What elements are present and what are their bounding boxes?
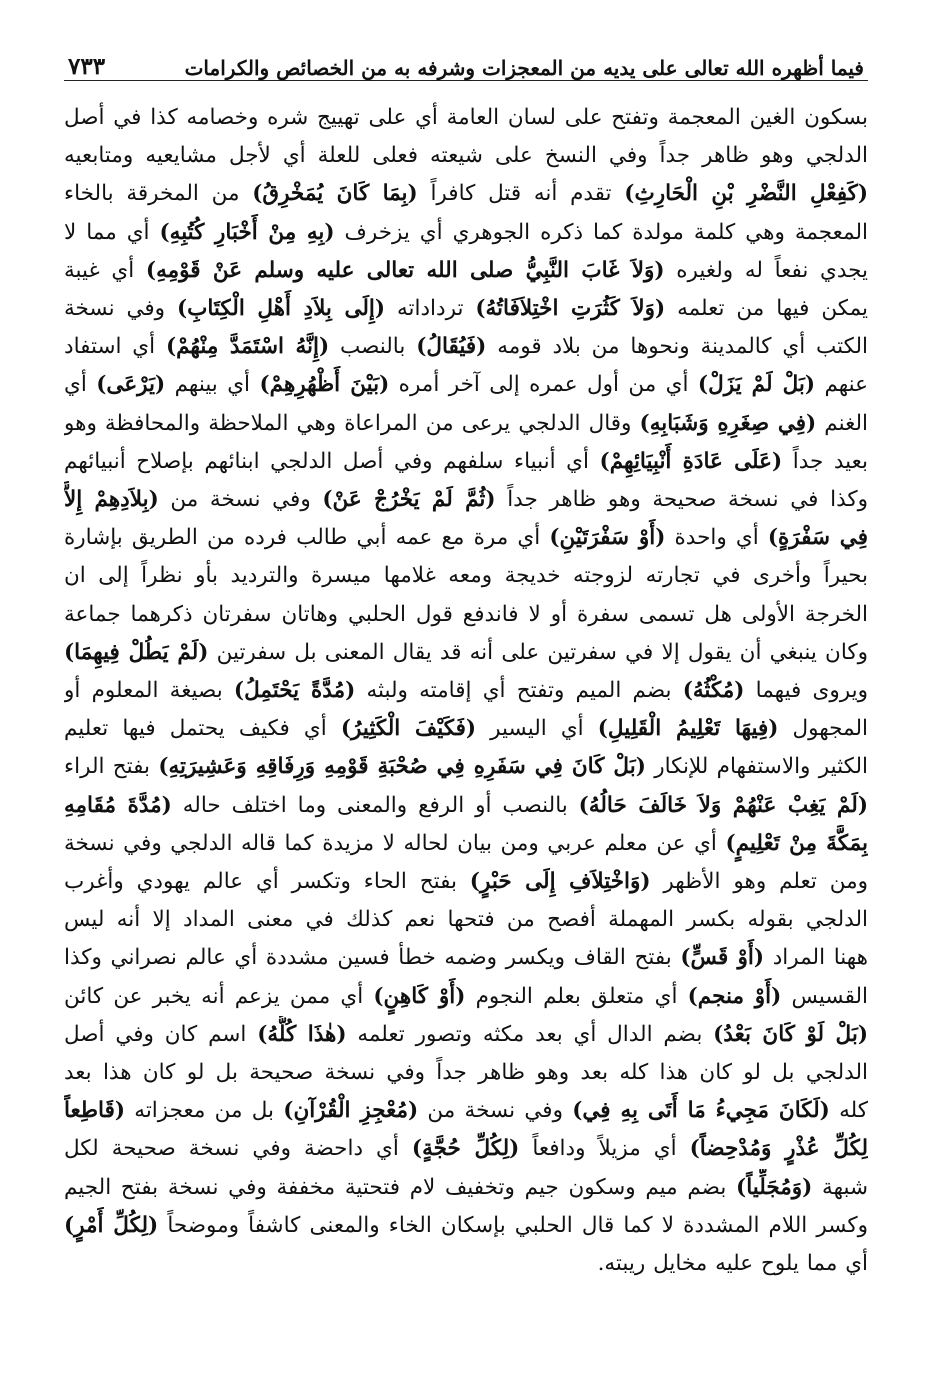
commentary-text: القسيس (781, 983, 868, 1009)
quoted-matn-text: (مُدَّةً يَحْتَمِلُ) (233, 678, 356, 704)
commentary-text: بفتح الحاء وتكسر أي عالم يهودي وأغرب (64, 869, 470, 895)
quoted-matn-text: (أَوْ منجم) (687, 983, 782, 1009)
quoted-matn-text: (لِكُلِّ حُجَّةٍ) (411, 1136, 520, 1162)
quoted-matn-text: (بِلاَدِهِمْ إِلاَّ (64, 487, 159, 513)
commentary-text: أي مزيلاً ودافعاً (519, 1136, 690, 1162)
quoted-matn-text: (قَاطِعاً (64, 1098, 126, 1124)
commentary-text: بضم ميم وسكون جيم وتخفيف لام فتحتية مخففة وفي نسخة بفتح الجيم (64, 1174, 737, 1200)
commentary-text: يمكن فيها من تعلمه (665, 296, 868, 322)
quoted-matn-text: (وَلاَ غَابَ النَّبِيُّ صلى الله تعالى عليه وسلم عَنْ قَوْمِهِ) (145, 257, 665, 283)
quoted-matn-text: (بَلْ لَمْ يَزَلْ) (697, 372, 816, 398)
quoted-matn-text: (إِنَّهُ اسْتَمَدَّ مِنْهُمْ) (165, 334, 330, 360)
text-line (64, 825, 868, 863)
commentary-text: اسم كان وفي أصل (64, 1021, 258, 1047)
commentary-text: الكتب أي كالمدينة ونحوها من بلاد قومه (486, 334, 868, 360)
commentary-text: بالنصب أو الرفع والمعنى وما اختلف حاله (171, 792, 579, 818)
quoted-matn-text: (كَفِعْلِ النَّضْرِ بْنِ الْحَارِثِ) (624, 181, 868, 207)
commentary-text: تقدم أنه قتل كافراً (417, 181, 625, 207)
quoted-matn-text: (لَمْ يَغِبْ عَنْهُمْ وَلاَ خَالَفَ حَالُهُ) (578, 792, 868, 818)
commentary-text: أي متعلق بعلم النجوم (465, 983, 688, 1009)
text-line (64, 1207, 868, 1245)
quoted-matn-text: (مُكْثُهُ) (682, 678, 745, 704)
quoted-matn-text: (بَلْ كَانَ فِي سَفَرِهِ فِي صُحْبَةِ قَوْمِهِ وَرِفَاقِهِ وَعَشِيرَتِهِ) (158, 754, 646, 780)
commentary-text: أي غيبة (64, 257, 146, 283)
text-line (64, 175, 868, 213)
commentary-text: يجدي نفعاً له ولغيره (664, 257, 868, 283)
text-line (64, 405, 868, 443)
commentary-text: وكان ينبغي أن يقول إلا في سفرتين على أنه قد يقال المعنى بل سفرتين (208, 639, 868, 665)
quoted-matn-text: (وَلاَ كَثُرَتِ اخْتِلاَفَاتُهُ) (475, 296, 666, 322)
running-header (64, 38, 868, 81)
quoted-matn-text: (ثُمَّ لَمْ يَخْرُجْ عَنْ) (322, 487, 496, 513)
commentary-text: من المخرقة بالخاء (64, 181, 253, 207)
text-line (64, 901, 868, 939)
text-line (64, 596, 868, 634)
quoted-matn-text: بِمَكَّةَ مِنْ تَعْلِيمٍ) (725, 830, 868, 856)
commentary-text: وفي نسخة (64, 296, 177, 322)
text-line (64, 328, 868, 366)
text-line (64, 1245, 868, 1283)
commentary-text: الدلجي بل لو كان هذا كله بعد وهو ظاهر جداً وفي نسخة صحيحة بل لو كان هذا بعد (64, 1060, 868, 1086)
text-line (64, 481, 868, 519)
commentary-text: أي مرة مع عمه أبي طالب فرده من الطريق بإشارة (64, 525, 550, 551)
quoted-matn-text: (وَاخْتِلاَفِ إِلَى حَبْرٍ) (469, 869, 651, 895)
text-line (64, 1130, 868, 1168)
commentary-text: ومن تعلم وهو الأظهر (650, 869, 868, 895)
commentary-text: وكسر اللام المشددة لا كما قال الحلبي بإسكان الخاء والمعنى كاشفاً وموضحاً (158, 1212, 868, 1238)
commentary-text: الخرجة الأولى هل تسمى سفرة أو لا فاندفع قول الحلبي وهاتان سفرتان ذكرهما جماعة (64, 601, 868, 627)
commentary-text: ترداداته (385, 296, 476, 322)
commentary-text: بضم الدال أي بعد مكثه وتصور تعلمه (346, 1021, 714, 1047)
text-line (64, 519, 868, 557)
quoted-matn-text: (فَيُقَالُ) (416, 334, 487, 360)
text-line (64, 939, 868, 977)
quoted-matn-text: (بِمَا كَانَ يُمَخْرِقُ) (252, 181, 418, 207)
quoted-matn-text: (أَوْ قَسٍّ) (680, 945, 765, 971)
quoted-matn-text: (مُدَّةَ مُقَامِهِ (64, 792, 172, 818)
commentary-text: ههنا المراد (764, 945, 868, 971)
header-title: فيما أظهره الله تعالى على يديه من المعجزات وشرفه به من الخصائص والكرامات (184, 56, 864, 80)
commentary-text: بل من معجزاته (125, 1098, 284, 1124)
commentary-text: بسكون الغين المعجمة وتفتح على لسان العامة أي على تهييج شره وخصامه كذا في أصل (64, 105, 868, 130)
quoted-matn-text: (أَوْ كَاهِنٍ) (373, 983, 466, 1009)
quoted-matn-text: لِكُلِّ عُذْرٍ وَمُدْحِضاً) (689, 1136, 868, 1162)
text-line (64, 1169, 868, 1207)
text-line (64, 366, 868, 404)
commentary-text: أي استفاد (64, 334, 166, 360)
quoted-matn-text: (فَكَيْفَ الْكَثِيرُ) (340, 716, 477, 742)
quoted-matn-text: فِي سَفْرَةٍ) (767, 525, 868, 551)
text-line (64, 290, 868, 328)
text-line (64, 672, 868, 710)
commentary-text: أي واحدة (665, 525, 768, 551)
commentary-text: أي مما لا (64, 219, 160, 245)
text-line (64, 1016, 868, 1054)
quoted-matn-text: (لَمْ يَطُلْ فِيهِمَا) (64, 639, 209, 665)
commentary-text: وفي نسخة من (158, 487, 323, 513)
commentary-text: الغنم (816, 410, 868, 436)
commentary-text: الدلجي بقوله بكسر المهملة أفصح من فتحها نعم كذلك في معنى المداد إلا أنه ليس (64, 907, 868, 933)
commentary-text: الكثير والاستفهام للإنكار (645, 754, 868, 780)
text-line (64, 252, 868, 290)
text-line (64, 137, 868, 175)
text-line (64, 634, 868, 672)
commentary-text: الدلجي وهو ظاهر جداً وفي النسخ على شيعته فعلى للعلة أي لأجل مشايعيه ومتابعيه (64, 143, 868, 169)
quoted-matn-text: (بَلْ لَوْ كَانَ بَعْدُ) (713, 1021, 868, 1047)
quoted-matn-text: (هٰذَا كُلُّهُ) (257, 1021, 347, 1047)
commentary-text: أي داحضة وفي نسخة صحيحة لكل (64, 1136, 412, 1162)
quoted-matn-text: (إِلَى بِلاَدِ أَهْلِ الْكِتَابِ) (176, 296, 386, 322)
commentary-text: وكذا في نسخة صحيحة وهو ظاهر جداً (495, 487, 868, 513)
commentary-text: بصيغة المعلوم أو (64, 678, 234, 704)
text-line (64, 1054, 868, 1092)
quoted-matn-text: (أَوْ سَفْرَتَيْنِ) (549, 525, 666, 551)
quoted-matn-text: (فِي صِغَرِهِ وَشَبَابِهِ) (639, 410, 817, 436)
commentary-text: بعيد جداً (782, 448, 868, 474)
page (64, 38, 868, 1358)
commentary-text: أي أنبياء سلفهم وفي أصل الدلجي ابنائهم بإصلاح أنبيائهم (64, 448, 600, 474)
quoted-matn-text: (وَمُجَلِّياً) (736, 1174, 813, 1200)
commentary-text: أي بينهم (165, 372, 260, 398)
commentary-text: وفي نسخة من (418, 1098, 573, 1124)
quoted-matn-text: (بَيْنَ أَظْهُرِهِمْ) (259, 372, 390, 398)
commentary-text: أي من أول عمره إلى آخر أمره (389, 372, 698, 398)
quoted-matn-text: (فِيهَا تَعْلِيمُ الْقَلِيلِ) (597, 716, 779, 742)
quoted-matn-text: (عَلَى عَادَةِ أَنْبِيَائِهِمْ) (599, 448, 783, 474)
text-line (64, 710, 868, 748)
text-line (64, 978, 868, 1016)
commentary-text: بفتح القاف ويكسر وضمه خطأ فسين مشددة أي عالم نصراني وكذا (64, 945, 681, 971)
commentary-text: بفتح الراء (64, 754, 159, 780)
quoted-matn-text: (مُعْجِزِ الْقُرْآنِ) (283, 1098, 419, 1124)
quoted-matn-text: (يَرْعَى) (96, 372, 166, 398)
text-line (64, 214, 868, 252)
commentary-text: وقال الدلجي يرعى من المراعاة وهي الملاحظة والمحافظة وهو (64, 410, 640, 436)
text-line (64, 748, 868, 786)
commentary-text: بضم الميم وتفتح أي إقامته ولبثه (355, 678, 683, 704)
page-number: ٧٣٣ (68, 53, 106, 80)
text-line (64, 863, 868, 901)
commentary-text: أي فكيف يحتمل فيها تعليم (64, 716, 341, 742)
commentary-text: عنهم (815, 372, 868, 398)
commentary-text: المعجمة وهي كلمة مولدة كما ذكره الجوهري أي يزخرف (334, 219, 868, 245)
commentary-text: أي مما يلوح عليه مخايل ريبته. (597, 1251, 868, 1277)
commentary-text: ويروى فيهما (744, 678, 868, 704)
commentary-text: أي عن معلم عربي ومن بيان لحاله لا مزيدة كما قاله الدلجي وفي نسخة (64, 830, 726, 856)
text-line (64, 787, 868, 825)
text-line (64, 443, 868, 481)
commentary-text: أي اليسير (476, 716, 598, 742)
text-line (64, 557, 868, 595)
quoted-matn-text: (بِهِ مِنْ أَخْبَارِ كُتُبِهِ) (159, 219, 335, 245)
commentary-text: المجهول (778, 716, 868, 742)
quoted-matn-text: (لِكُلِّ أَمْرٍ) (64, 1212, 159, 1238)
body-text (64, 99, 868, 1283)
commentary-text: شبهة (812, 1174, 868, 1200)
text-line (64, 1092, 868, 1130)
text-line (64, 99, 868, 137)
commentary-text: كله (829, 1098, 868, 1124)
quoted-matn-text: (لَكَانَ مَجِيءُ مَا أَتَى بِهِ فِي) (572, 1098, 830, 1124)
commentary-text: بالنصب (329, 334, 417, 360)
commentary-text: أي ممن يزعم أنه يخبر عن كائن (64, 983, 374, 1009)
commentary-text: أي (64, 372, 97, 398)
commentary-text: بحيراً وأخرى في تجارته لزوجته خديجة ومعه غلامها ميسرة والترديد بأو نظراً إلى ان (64, 563, 868, 589)
